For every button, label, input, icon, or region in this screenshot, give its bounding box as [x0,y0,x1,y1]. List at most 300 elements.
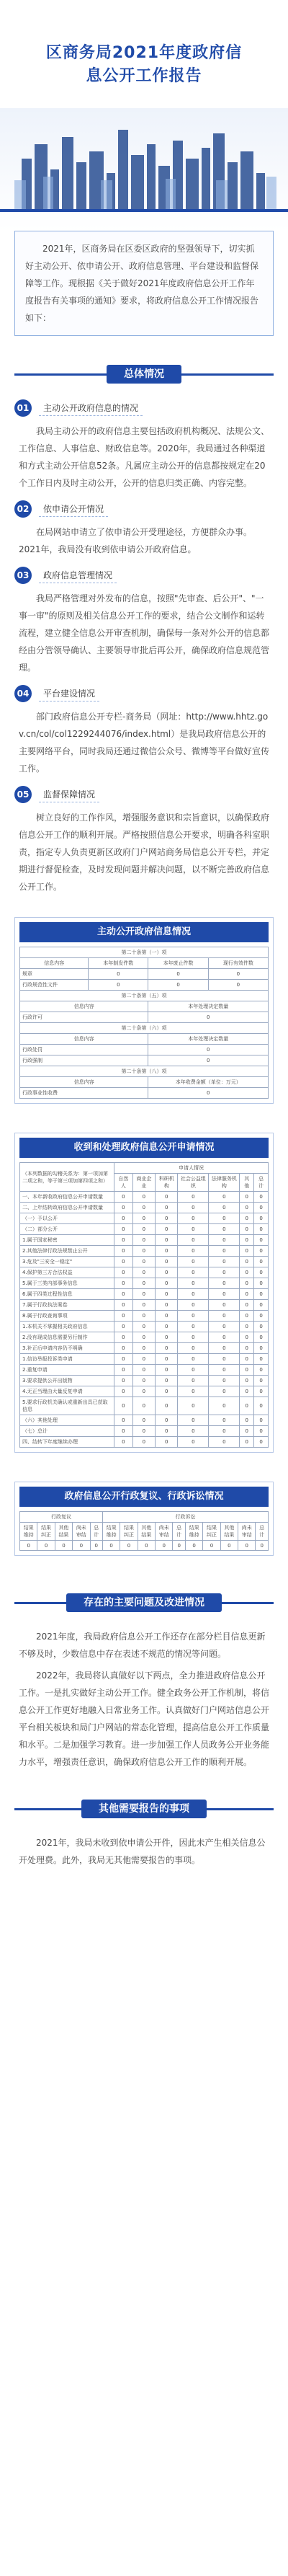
table-cell: 0 [132,1246,155,1257]
table-cell: 0 [132,1192,155,1203]
table-col-header: 结果维持 [102,1523,120,1541]
table-row [20,980,269,991]
table-cell: 0 [132,1300,155,1311]
table-cell: 0 [114,1354,133,1365]
item-text-tail: ）是我局政府信息公开的主要网络平台，同时我局还通过微信公众号、微博等平台做好宣传工作。 [19,729,270,774]
overview-item-5 [14,786,274,895]
table-cell: 0 [156,1300,178,1311]
table-cell: 0 [240,1192,254,1203]
overview-item-4 [14,685,274,777]
table-cell: 0 [178,1386,209,1397]
table-cell: 0 [114,1224,133,1235]
table-col-header: 尚未审结 [73,1523,90,1541]
table-row [20,1267,269,1278]
table-cell: （六）其他处理 [20,1415,114,1426]
table-row [20,1289,269,1300]
table-cell: 0 [114,1278,133,1289]
table-col-header: 尚未审结 [238,1523,256,1541]
table-col-header: 总计 [254,1174,269,1192]
table-cell: 0 [254,1246,269,1257]
table-cell: 0 [156,1386,178,1397]
table-cell: 0 [132,1224,155,1235]
table-row [20,969,269,980]
table-cell: 0 [89,969,148,980]
table-cell: 0 [148,980,208,991]
table-cell: 0 [254,1354,269,1365]
table-row [20,1278,269,1289]
table-cell: 0 [156,1311,178,1322]
table-cell: 3.要求提供公开出版物 [20,1376,114,1386]
table-cell: 0 [254,1365,269,1376]
item-title: 监督保障情况 [39,787,99,802]
active-disclosure-table [19,947,269,1099]
table-cell: 0 [148,1045,269,1055]
table-cell: 行政处罚 [20,1045,148,1055]
table-cell: 0 [114,1257,133,1267]
table-col-header: 结果纠正 [203,1523,220,1541]
table-cell: 0 [220,1541,238,1551]
table-cell: 0 [209,1354,240,1365]
table-cell: 0 [240,1278,254,1289]
table-cell: 0 [254,1257,269,1267]
table-cell: 3.危及"三安全一稳定" [20,1257,114,1267]
table-col-header: 其他结果 [220,1523,238,1541]
table-cell: 0 [209,1246,240,1257]
table-cell: 5.要求行政机关确认或重新出具已获取信息 [20,1397,114,1415]
table-group-header: 第二十条第（一）项 [20,947,269,958]
table-cell: 0 [254,1213,269,1224]
other-body [14,1834,274,1869]
table-cell: 0 [156,1365,178,1376]
table-row [20,1203,269,1213]
active-disclosure-table-card [14,917,274,1104]
application-table-card [14,1133,274,1453]
table-group-header: 第二十条第（八）项 [20,1066,269,1077]
section-problems-header [14,1590,274,1615]
table-cell: 0 [132,1278,155,1289]
table-cell: 0 [178,1278,209,1289]
table-cell: 0 [178,1257,209,1267]
table-cell: 0 [178,1354,209,1365]
table-cell: 0 [156,1224,178,1235]
table-cell: 0 [73,1541,90,1551]
table-col-header: 总计 [90,1523,102,1541]
table-cell: 0 [238,1541,256,1551]
table-cell: 0 [208,969,268,980]
table-cell: 0 [114,1437,133,1448]
table-cell: 0 [156,1322,178,1332]
item-title: 依申请公开情况 [39,501,108,517]
table-cell: 0 [209,1437,240,1448]
table-cell: 0 [156,1289,178,1300]
item-number-badge: 05 [14,786,32,803]
table-cell: 0 [156,1541,173,1551]
table-cell: 8.属于行政查询事项 [20,1311,114,1322]
table-cell: 0 [254,1300,269,1311]
table-col-header: 本年废止件数 [148,958,208,969]
table-cell: 0 [173,1541,185,1551]
table-cell: （一）予以公开 [20,1213,114,1224]
table-cell: 0 [240,1332,254,1343]
city-skyline-illustration [0,108,288,231]
table-cell: 0 [114,1213,133,1224]
table-cell: 0 [178,1322,209,1332]
table-cell: 5.属于三类内部事务信息 [20,1278,114,1289]
table-cell: 0 [178,1267,209,1278]
table-cell: 0 [156,1267,178,1278]
table-cell: 0 [240,1343,254,1354]
table-title: 收到和处理政府信息公开申请情况 [19,1138,269,1158]
table-cell: 一、本年新收政府信息公开申请数量 [20,1192,114,1203]
table-row [20,1088,269,1099]
table-col-header: 商业企业 [132,1174,155,1192]
table-cell: 0 [132,1267,155,1278]
table-cell: 规章 [20,969,89,980]
table-cell: 0 [132,1343,155,1354]
table-cell: 0 [254,1343,269,1354]
table-group-header: 第二十条第（五）项 [20,991,269,1001]
table-cell: 0 [209,1426,240,1437]
table-col-header: 信息内容 [20,1034,148,1045]
table-cell: 0 [254,1332,269,1343]
table-cell: 0 [114,1386,133,1397]
table-cell: 0 [102,1541,120,1551]
table-row [20,1376,269,1386]
table-cell: 0 [178,1376,209,1386]
table-col-header: 本年处理决定数量 [148,1001,269,1012]
table-col-header: 本年处理决定数量 [148,1034,269,1045]
table-cell: 0 [138,1541,155,1551]
table-cell: 四、结转下年度继续办理 [20,1437,114,1448]
table-col-header: 尚未审结 [156,1523,173,1541]
item-number-badge: 02 [14,500,32,518]
table-cell: 0 [240,1300,254,1311]
item-number-badge: 01 [14,399,32,417]
table-row [20,1354,269,1365]
table-cell: 0 [132,1426,155,1437]
table-col-header: 结果维持 [185,1523,202,1541]
table-cell: 0 [240,1386,254,1397]
table-cell: 0 [240,1426,254,1437]
item-text: 树立良好的工作作风，增强服务意识和宗旨意识，以确保政府信息公开工作的顺利开展。严格按照信息公开要求，明确各科室职责，指定专人负责更新区政府门户网站商务局信息公开专栏，并定期进行督促检查，及时发现问题并解决问题，以不断完善政府信息公开工作。 [19,813,270,892]
table-row [20,1012,269,1023]
table-cell: （二）部分公开 [20,1224,114,1235]
table-cell: 0 [240,1311,254,1322]
table-row [20,1055,269,1066]
table-cell: 0 [132,1437,155,1448]
table-col-header: 科研机构 [156,1174,178,1192]
table-cell: 0 [178,1343,209,1354]
section-other-header [14,1797,274,1821]
item-title: 主动公开政府信息的情况 [39,400,143,416]
problems-paragraph: 2021年度，我局政府信息公开工作还存在部分栏目信息更新不够及时，少数信息中存在表述不规范的情况等问题。 [19,1632,266,1659]
page-title-line2: 息公开工作报告 [86,67,202,85]
table-cell: 0 [148,1055,269,1066]
table-cell: 0 [156,1235,178,1246]
table-cell: 0 [209,1365,240,1376]
table-row [20,1235,269,1246]
section-overview-title: 总体情况 [107,365,181,384]
table-col-header: 本年收费金额（单位：万元） [148,1077,269,1088]
table-cell: 0 [178,1332,209,1343]
table-col-header: （本列数据的勾稽关系为：第一项加第二项之和，等于第三项加第四项之和） [20,1163,114,1192]
table-cell: 0 [240,1397,254,1415]
table-cell: 0 [254,1437,269,1448]
table-cell: 0 [178,1437,209,1448]
table-cell: 0 [240,1203,254,1213]
table-cell: 0 [156,1246,178,1257]
table-cell: 0 [156,1213,178,1224]
table-cell: 0 [209,1257,240,1267]
table-cell: 0 [254,1235,269,1246]
table-col-header: 结果纠正 [120,1523,138,1541]
table-cell: 0 [156,1415,178,1426]
table-col-header: 信息内容 [20,958,89,969]
table-cell: 0 [254,1397,269,1415]
title-area [0,0,288,108]
table-cell: 1.信访举报投诉类申请 [20,1354,114,1365]
problems-paragraph: 2022年，我局将认真做好以下两点，全力推进政府信息公开工作。一是扎实做好主动公开工作。健全政务公开工作机制，将信息公开工作更好地融入日常业务工作。认真做好门户网站信息公开平台相关板块和局门户网站的常态化管理，提高信息公开工作质量和水平。二是加强学习教育。进一步加强工作人员政务公开业务能力水平，增强责任意识，确保政府信息公开工作的顺利开展。 [19,1670,270,1767]
table-cell: 0 [178,1300,209,1311]
table-row [20,1541,269,1551]
table-cell: 0 [178,1203,209,1213]
table-col-header: 法律服务机构 [209,1174,240,1192]
table-row [20,1365,269,1376]
table-col-header: 信息内容 [20,1077,148,1088]
other-paragraph: 2021年，我局未收到依申请公开件，因此未产生相关信息公开处理费。此外，我局无其他需要报告的事项。 [19,1838,266,1865]
table-cell: 0 [209,1267,240,1278]
table-cell: 0 [114,1246,133,1257]
table-cell: 1.本机关不掌握相关政府信息 [20,1322,114,1332]
table-row [20,1045,269,1055]
table-cell: 0 [89,980,148,991]
table-cell: 0 [148,1088,269,1099]
table-cell: 0 [178,1224,209,1235]
table-row [20,1437,269,1448]
table-cell: 0 [156,1376,178,1386]
application-table [19,1162,269,1448]
table-cell: 0 [114,1365,133,1376]
table-cell: 0 [178,1311,209,1322]
table-row [20,1332,269,1343]
table-cell: 4.保护第三方合法权益 [20,1267,114,1278]
table-cell: 0 [114,1343,133,1354]
table-row [20,1397,269,1415]
table-cell: 0 [37,1541,55,1551]
table-cell: 0 [240,1235,254,1246]
table-title: 主动公开政府信息情况 [19,922,269,942]
website-link[interactable]: http://www.hhtz.gov.cn/col/col1229244076/index.html [19,712,269,739]
page-title-line1: 区商务局2021年度政府信 [45,44,243,62]
table-cell: 0 [156,1426,178,1437]
table-cell: 0 [254,1224,269,1235]
table-cell: 0 [114,1267,133,1278]
table-col-header: 其他结果 [55,1523,72,1541]
table-cell: 行政规范性文件 [20,980,89,991]
table-col-header: 自然人 [114,1174,133,1192]
overview-item-1 [14,399,274,492]
table-cell: 0 [156,1354,178,1365]
table-col-header: 结果纠正 [37,1523,55,1541]
table-row [20,1386,269,1397]
section-overview-header [14,362,274,386]
table-cell: 0 [185,1541,202,1551]
table-cell: 6.属于四类过程性信息 [20,1289,114,1300]
table-cell: 0 [240,1289,254,1300]
table-row [20,1322,269,1332]
table-cell: 0 [132,1415,155,1426]
table-cell: 0 [132,1289,155,1300]
review-litigation-table-card [14,1482,274,1556]
section-problems-title: 存在的主要问题及改进情况 [66,1593,222,1612]
table-col-header: 总计 [256,1523,269,1541]
table-cell: 0 [254,1311,269,1322]
table-cell: 0 [240,1213,254,1224]
table-cell: 0 [132,1365,155,1376]
table-row [20,1224,269,1235]
table-row [20,1300,269,1311]
table-col-header: 信息内容 [20,1001,148,1012]
table-row [20,1426,269,1437]
table-cell: 0 [209,1311,240,1322]
table-cell: 0 [156,1192,178,1203]
table-cell: 0 [132,1376,155,1386]
table-cell: 0 [132,1386,155,1397]
table-group-header: 第二十条第（六）项 [20,1023,269,1034]
item-title: 政府信息管理情况 [39,567,117,583]
table-cell: 0 [240,1365,254,1376]
table-cell: 0 [156,1203,178,1213]
table-cell: 0 [209,1343,240,1354]
table-group-header: 行政复议 [20,1512,103,1523]
item-text: 我局主动公开的政府信息主要包括政府机构概况、法规公文、工作信息、人事信息、财政信息等。2020年，我局通过各种渠道和方式主动公开信息52条。凡属应主动公开的信息都按规定在20个工作日内及时主动公开，公开的信息归类正确、内容完整。 [19,426,270,488]
table-cell: 0 [132,1332,155,1343]
table-cell: 0 [178,1365,209,1376]
table-cell: 0 [114,1311,133,1322]
table-cell: 0 [240,1322,254,1332]
table-cell: 0 [132,1322,155,1332]
table-cell: 0 [209,1235,240,1246]
table-cell: 0 [240,1354,254,1365]
item-text: 在局网站申请立了依申请公开受理途径，方便群众办事。2021年，我局没有收到依申请公开政府信息。 [19,527,253,554]
table-cell: 0 [178,1289,209,1300]
table-cell: 0 [254,1203,269,1213]
table-cell: 0 [90,1541,102,1551]
table-row [20,1415,269,1426]
table-cell: 0 [178,1235,209,1246]
table-cell: 0 [156,1278,178,1289]
table-cell: 0 [132,1203,155,1213]
table-col-header: 结果维持 [20,1523,37,1541]
table-cell: 0 [114,1426,133,1437]
table-cell: 0 [156,1437,178,1448]
table-row [20,1343,269,1354]
table-cell: 4.无正当理由大量反复申请 [20,1386,114,1397]
table-cell: 0 [203,1541,220,1551]
table-cell: 0 [209,1332,240,1343]
table-cell: 0 [208,980,268,991]
table-cell: 行政许可 [20,1012,148,1023]
table-col-header: 现行有效件数 [208,958,268,969]
table-title: 政府信息公开行政复议、行政诉讼情况 [19,1487,269,1507]
table-cell: 0 [132,1235,155,1246]
table-cell: 0 [240,1246,254,1257]
table-cell: 0 [240,1376,254,1386]
table-cell: 0 [254,1322,269,1332]
table-row [20,1213,269,1224]
overview-item-2 [14,500,274,558]
section-other-title: 其他需要报告的事项 [81,1800,207,1818]
table-cell: 0 [114,1203,133,1213]
table-col-header: 总计 [173,1523,185,1541]
review-litigation-table [19,1511,269,1551]
table-cell: 0 [209,1289,240,1300]
table-row [20,1192,269,1203]
table-cell: 0 [240,1415,254,1426]
table-cell: 0 [114,1322,133,1332]
table-cell: 0 [209,1322,240,1332]
table-cell: 0 [178,1192,209,1203]
table-group-header: 行政诉讼 [102,1512,268,1523]
table-cell: 0 [256,1541,269,1551]
table-cell: 0 [156,1257,178,1267]
table-cell: 0 [209,1203,240,1213]
table-cell: 0 [132,1354,155,1365]
table-cell: 7.属于行政执法案卷 [20,1300,114,1311]
item-title: 平台建设情况 [39,686,99,701]
table-cell: 0 [120,1541,138,1551]
table-cell: 0 [114,1397,133,1415]
table-cell: 0 [209,1376,240,1386]
table-cell: 0 [148,969,208,980]
table-cell: 0 [209,1415,240,1426]
table-cell: 0 [178,1426,209,1437]
table-cell: 0 [114,1376,133,1386]
intro-box: 2021年，区商务局在区委区政府的坚强领导下，切实抓好主动公开、依申请公开、政府信息管理、平台建设和监督保障等工作。现根据《关于做好2021年度政府信息公开工作年度报告有关事项的通知》要求，将政府信息公开工作情况报告如下： [14,231,274,336]
table-cell: 0 [20,1541,37,1551]
table-cell: 2.重复申请 [20,1365,114,1376]
table-cell: 0 [156,1332,178,1343]
table-cell: 0 [209,1397,240,1415]
table-cell: 0 [148,1012,269,1023]
table-cell: 0 [132,1397,155,1415]
table-cell: 0 [254,1376,269,1386]
item-text [19,708,269,777]
table-cell: 0 [240,1267,254,1278]
table-cell: 0 [132,1257,155,1267]
item-number-badge: 03 [14,567,32,584]
table-cell: 0 [178,1397,209,1415]
overview-item-3 [14,567,274,676]
table-cell: 0 [254,1267,269,1278]
table-cell: 0 [254,1426,269,1437]
table-cell: 0 [254,1278,269,1289]
table-col-header: 其他结果 [138,1523,155,1541]
table-cell: 0 [156,1397,178,1415]
table-row [20,1257,269,1267]
table-col-header: 社会公益组织 [178,1174,209,1192]
table-cell: 二、上年结转政府信息公开申请数量 [20,1203,114,1213]
table-col-header: 申请人情况 [114,1163,269,1174]
table-row [20,1311,269,1322]
table-col-header: 本年制发件数 [89,958,148,969]
table-cell: 0 [254,1289,269,1300]
table-cell: 0 [114,1415,133,1426]
table-cell: 0 [254,1386,269,1397]
table-cell: 0 [209,1192,240,1203]
table-cell: 0 [209,1213,240,1224]
table-cell: 0 [132,1311,155,1322]
